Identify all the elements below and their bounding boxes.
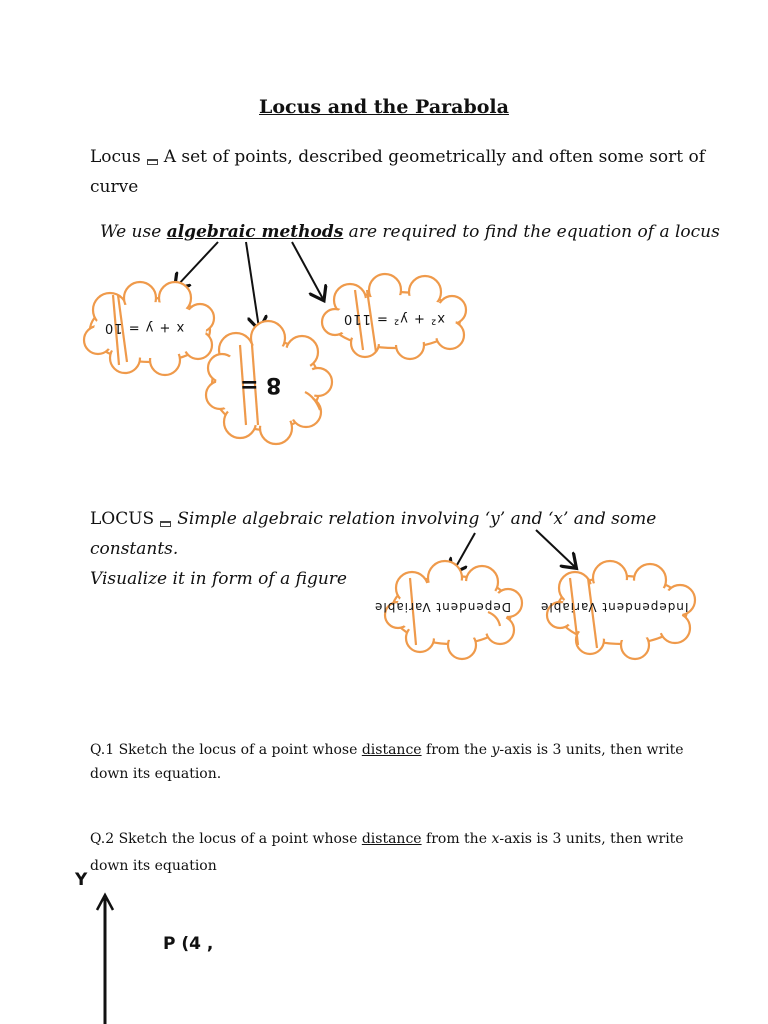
locus-line-2: constants. xyxy=(90,539,179,559)
locus-term: LOCUS xyxy=(90,509,155,529)
cloud-dependent-text: Dependent Variable xyxy=(374,600,511,614)
arrow-to-independent xyxy=(536,530,575,567)
q1-suffix: -axis is 3 units, then write xyxy=(499,742,684,758)
arrow-to-cloud-1 xyxy=(176,242,218,287)
q1-axis: y xyxy=(491,742,500,758)
question-2-line-1 xyxy=(90,831,684,847)
locus-line-3: Visualize it in form of a figure xyxy=(90,569,347,589)
question-1-line-1 xyxy=(90,742,684,758)
q2-distance: distance xyxy=(361,831,422,847)
arrow-to-cloud-3 xyxy=(292,242,323,299)
arrow-to-cloud-2 xyxy=(246,242,259,328)
q2-axis: x xyxy=(491,831,500,847)
cloud-3-text-wrap xyxy=(343,311,445,326)
definition-line-2: curve xyxy=(90,177,139,197)
q1-mid: from the xyxy=(421,742,492,758)
cloud-1-text-wrap xyxy=(104,320,184,335)
q2-prefix: Q.2 Sketch the locus of a point whose xyxy=(90,831,362,847)
cloud-1-text: x + y = 10 xyxy=(104,320,185,335)
methods-emphasis: algebraic methods xyxy=(166,222,344,242)
question-1-line-2: down its equation. xyxy=(90,766,222,782)
methods-prefix: We use xyxy=(100,222,167,242)
locus-line-1 xyxy=(90,509,656,529)
locus-text-1: Simple algebraic relation involving ‘y’ and ‘x’ and some xyxy=(177,509,657,529)
q1-prefix: Q.1 Sketch the locus of a point whose xyxy=(90,742,362,758)
cloud-2-text-wrap xyxy=(240,372,281,397)
q1-distance: distance xyxy=(361,742,422,758)
q2-suffix: -axis is 3 units, then write xyxy=(499,831,684,847)
point-label: P (4 , xyxy=(163,934,214,954)
cloud-dependent-text-wrap xyxy=(374,600,511,614)
methods-suffix: are required to find the equation of a locus xyxy=(343,222,720,242)
definition-text-1: A set of points, described geometrically and often some sort of xyxy=(163,147,706,167)
definition-term: Locus xyxy=(90,147,141,167)
page-title: Locus and the Parabola xyxy=(259,96,509,118)
y-axis-label: Y xyxy=(75,870,88,890)
cloud-independent-text-wrap xyxy=(540,600,688,614)
cloud-3-text: x² + y² = 110 xyxy=(343,311,445,326)
locus-symbol xyxy=(160,521,171,527)
cloud-independent-text: Independent Variable xyxy=(540,600,689,614)
question-2-line-2: down its equation xyxy=(90,858,217,874)
q2-mid: from the xyxy=(421,831,492,847)
cloud-2-text: 8 = xyxy=(240,372,282,397)
